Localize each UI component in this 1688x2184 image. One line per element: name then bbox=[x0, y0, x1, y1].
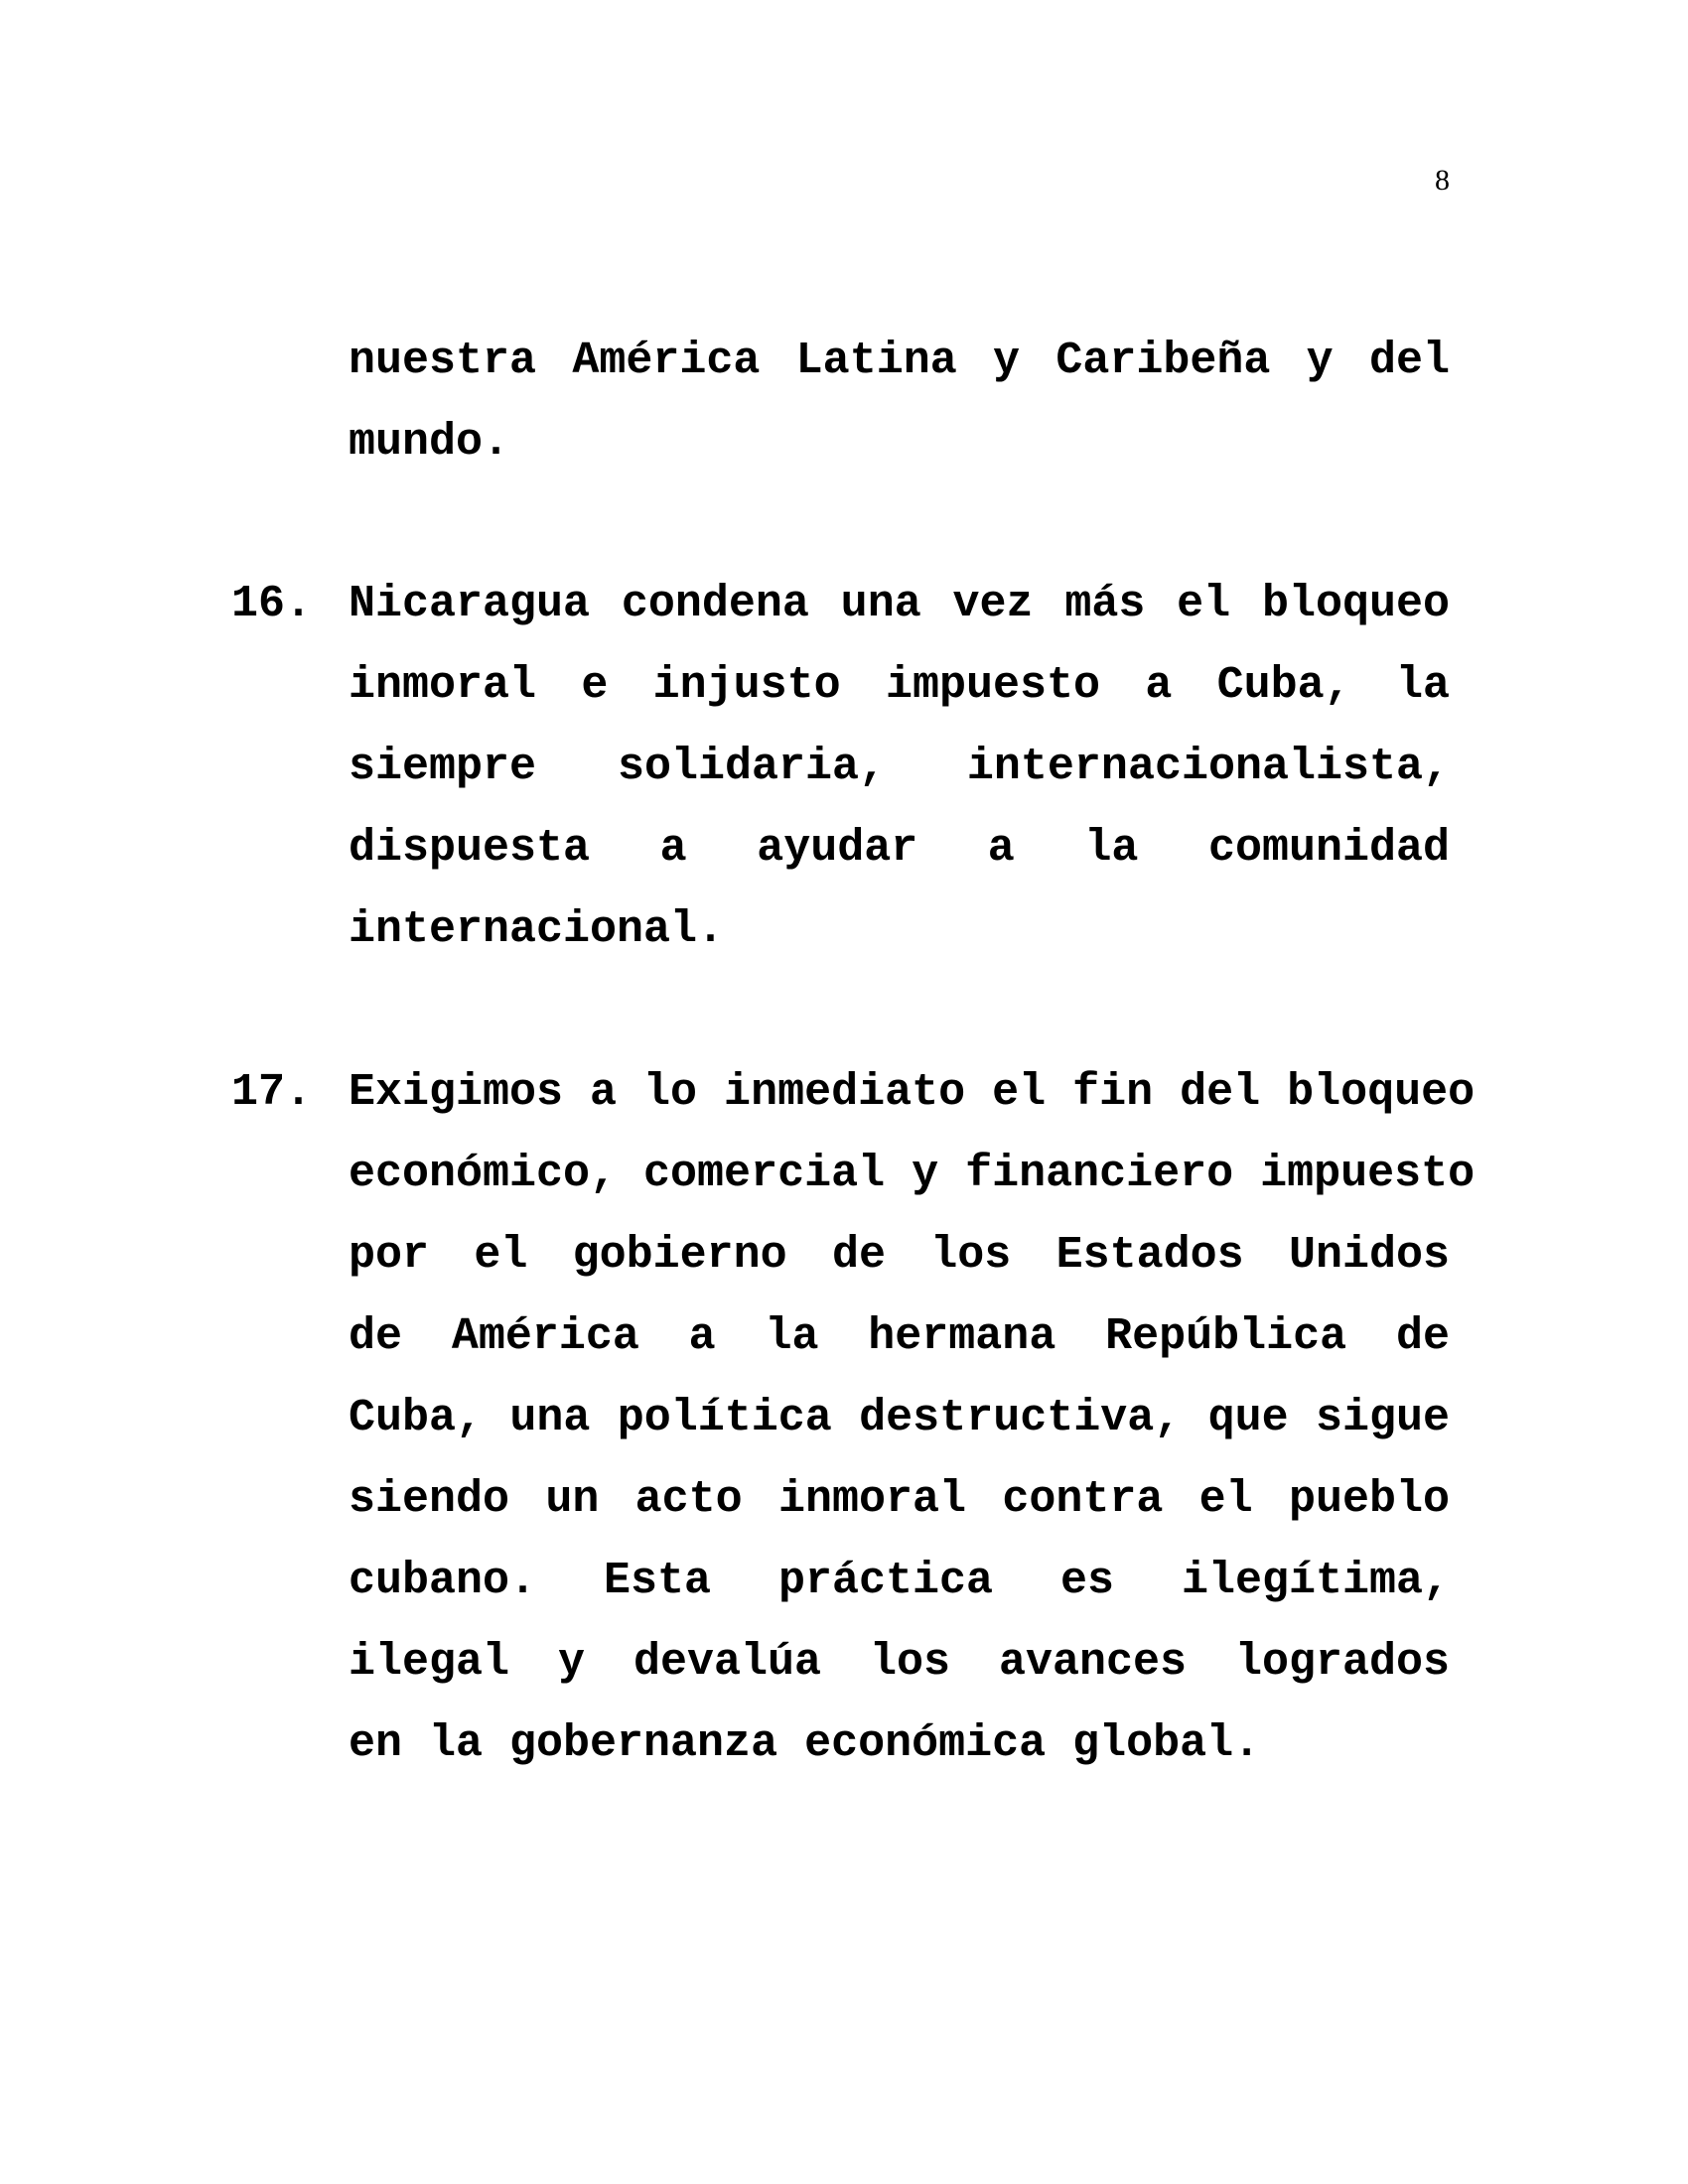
text-line: inmoral e injusto impuesto a Cuba, la bbox=[349, 660, 1450, 711]
text-line: económico, comercial y financiero impuesto bbox=[349, 1149, 1476, 1199]
paragraph-17 bbox=[231, 1052, 1476, 1785]
text-line: dispuesta a ayudar a la comunidad bbox=[349, 823, 1450, 874]
text-line: nuestra América Latina y Caribeña y del bbox=[349, 336, 1450, 386]
text-line: por el gobierno de los Estados Unidos bbox=[349, 1230, 1450, 1281]
text-line: de América a la hermana República de bbox=[349, 1311, 1450, 1362]
text-line: mundo. bbox=[349, 417, 510, 468]
paragraph-16 bbox=[231, 564, 1450, 971]
text-line: Nicaragua condena una vez más el bloqueo bbox=[349, 579, 1450, 629]
continuation-paragraph bbox=[231, 321, 1450, 483]
paragraph-number: 16. bbox=[231, 579, 313, 629]
text-line: ilegal y devalúa los avances logrados bbox=[349, 1637, 1450, 1688]
page-number: 8 bbox=[1435, 164, 1450, 197]
text-line: Exigimos a lo inmediato el fin del bloqueo bbox=[349, 1067, 1476, 1118]
text-line: siempre solidaria, internacionalista, bbox=[349, 742, 1450, 792]
text-line: Cuba, una política destructiva, que sigue bbox=[349, 1393, 1450, 1443]
text-line: internacional. bbox=[349, 904, 725, 955]
text-line: siendo un acto inmoral contra el pueblo bbox=[349, 1474, 1450, 1525]
paragraph-number: 17. bbox=[231, 1067, 313, 1118]
text-line: cubano. Esta práctica es ilegítima, bbox=[349, 1556, 1450, 1606]
text-line: en la gobernanza económica global. bbox=[349, 1718, 1261, 1769]
